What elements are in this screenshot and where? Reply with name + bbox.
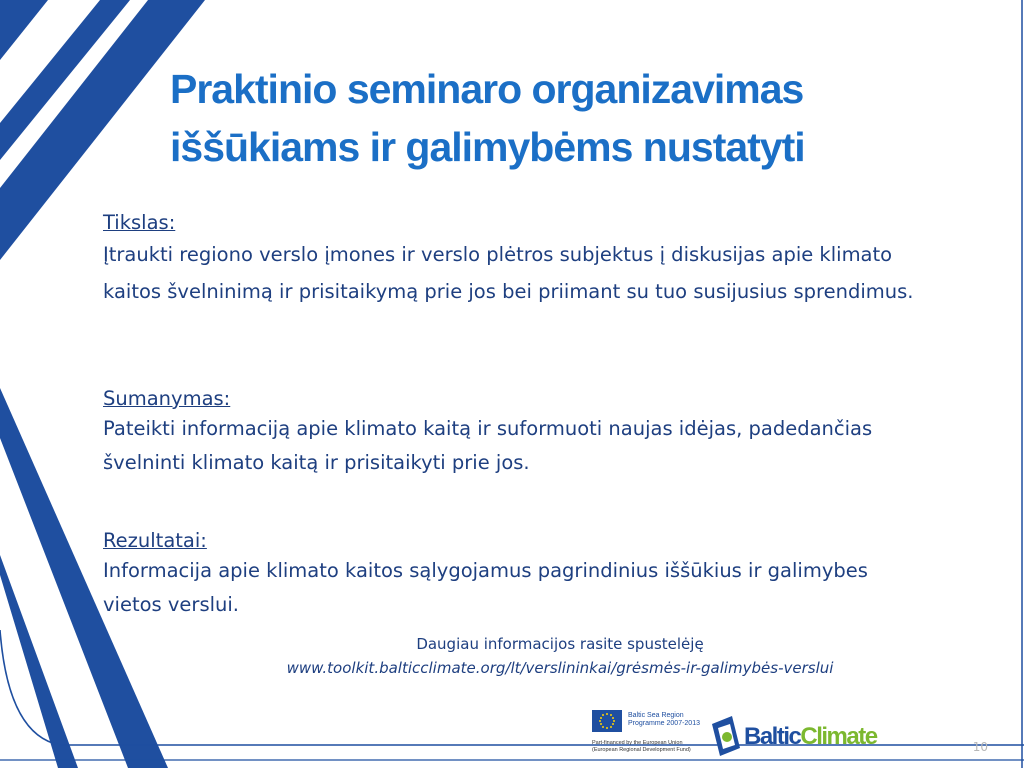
section-heading: Tikslas: [103, 211, 176, 234]
page-number: 10 [972, 740, 988, 754]
slide-title [170, 60, 1000, 176]
section-tikslas [103, 210, 923, 310]
section-body: Įtraukti regiono verslo įmones ir verslo plėtros subjektus į diskusijas apie klimato kaitos švelninimą ir prisitaikymą prie jos bei priimant su tuo susijusius sprendimus. [103, 243, 914, 303]
section-sumanymas [103, 386, 923, 480]
balticclimate-wordmark [744, 723, 877, 751]
title-line-2: iššūkiams ir galimybėms nustatyti [170, 124, 805, 170]
more-info [200, 632, 920, 680]
stripe-top-corner [0, 0, 48, 60]
section-heading: Sumanymas: [103, 387, 231, 410]
more-info-text: Daugiau informacijos rasite spustelėję [416, 635, 704, 653]
balticclimate-emblem-icon [710, 714, 744, 758]
section-body: Informacija apie klimato kaitos sąlygojamus pagrindinius iššūkius ir galimybes vietos verslui. [103, 559, 868, 616]
wordmark-baltic: Baltic [744, 723, 801, 750]
section-body: Pateikti informaciją apie klimato kaitą ir suformuoti naujas idėjas, padedančias švelninti klimato kaitą ir prisitaikyti prie jos. [103, 417, 873, 474]
balticclimate-logo [710, 714, 892, 762]
eu-flag-icon [592, 710, 622, 732]
wordmark-climate: Climate [800, 723, 877, 750]
more-info-link[interactable]: www.toolkit.balticclimate.org/lt/verslininkai/grėsmės-ir-galimybės-verslui [286, 659, 834, 677]
bsr-line-2: Programme 2007-2013 [628, 720, 700, 727]
bsr-line-1: Baltic Sea Region [628, 712, 684, 719]
section-heading: Rezultatai: [103, 529, 207, 552]
eu-note: Part-financed by the European Union (European Regional Development Fund) [592, 740, 691, 753]
title-line-1: Praktinio seminaro organizavimas [170, 66, 804, 112]
bsr-logo [628, 712, 700, 728]
section-rezultatai [103, 528, 923, 622]
